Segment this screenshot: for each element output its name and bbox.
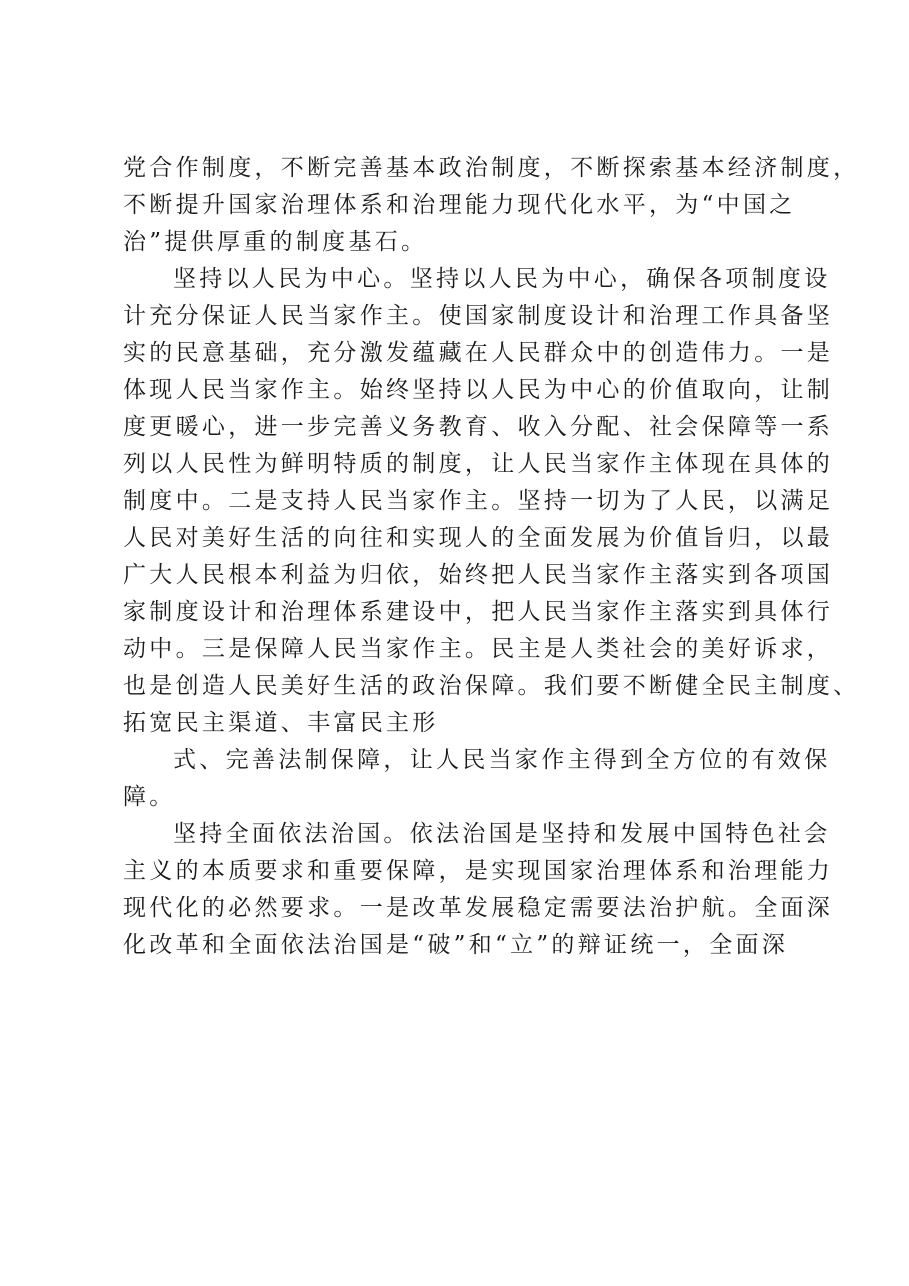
paragraph-heading-line: 坚持全面依法治国。依法治国是坚持和发展中国特色社会 xyxy=(173,821,831,847)
text-line: 动中。三是保障人民当家作主。民主是人类社会的美好诉求， xyxy=(123,636,834,662)
text-line: 障。 xyxy=(123,784,176,810)
text-line: 制度中。二是支持人民当家作主。坚持一切为了人民，以满足 xyxy=(123,488,834,514)
text-line: 现代化的必然要求。一是改革发展稳定需要法治护航。全面深 xyxy=(123,895,834,921)
text-line: 计充分保证人民当家作主。使国家制度设计和治理工作具备坚 xyxy=(123,303,834,329)
document-body xyxy=(123,150,860,964)
text-line: 主义的本质要求和重要保障，是实现国家治理体系和治理能力 xyxy=(123,858,834,884)
text-line: 家制度设计和治理体系建设中，把人民当家作主落实到具体行 xyxy=(123,599,834,625)
text-line: 广大人民根本利益为归依，始终把人民当家作主落实到各项国 xyxy=(123,562,834,588)
paragraph-heading-line: 坚持以人民为中心。坚持以人民为中心，确保各项制度设 xyxy=(173,266,831,292)
text-line: 不断提升国家治理体系和治理能力现代化水平，为“中国之 xyxy=(123,192,796,218)
text-line: 也是创造人民美好生活的政治保障。我们要不断健全民主制度、 xyxy=(123,673,860,699)
paragraph-line: 式、完善法制保障，让人民当家作主得到全方位的有效保 xyxy=(173,747,831,773)
text-line: 化改革和全面依法治国是“破”和“立”的辩证统一，全面深 xyxy=(123,932,789,958)
text-line: 体现人民当家作主。始终坚持以人民为中心的价值取向，让制 xyxy=(123,377,834,403)
text-line: 拓宽民主渠道、丰富民主形 xyxy=(123,710,439,736)
text-line: 实的民意基础，充分激发蕴藏在人民群众中的创造伟力。一是 xyxy=(123,340,834,366)
text-line: 列以人民性为鲜明特质的制度，让人民当家作主体现在具体的 xyxy=(123,451,834,477)
text-line: 治”提供厚重的制度基石。 xyxy=(123,229,428,255)
text-line: 党合作制度，不断完善基本政治制度，不断探索基本经济制度， xyxy=(123,155,860,181)
text-line: 人民对美好生活的向往和实现人的全面发展为价值旨归，以最 xyxy=(123,525,834,551)
text-line: 度更暖心，进一步完善义务教育、收入分配、社会保障等一系 xyxy=(123,414,834,440)
